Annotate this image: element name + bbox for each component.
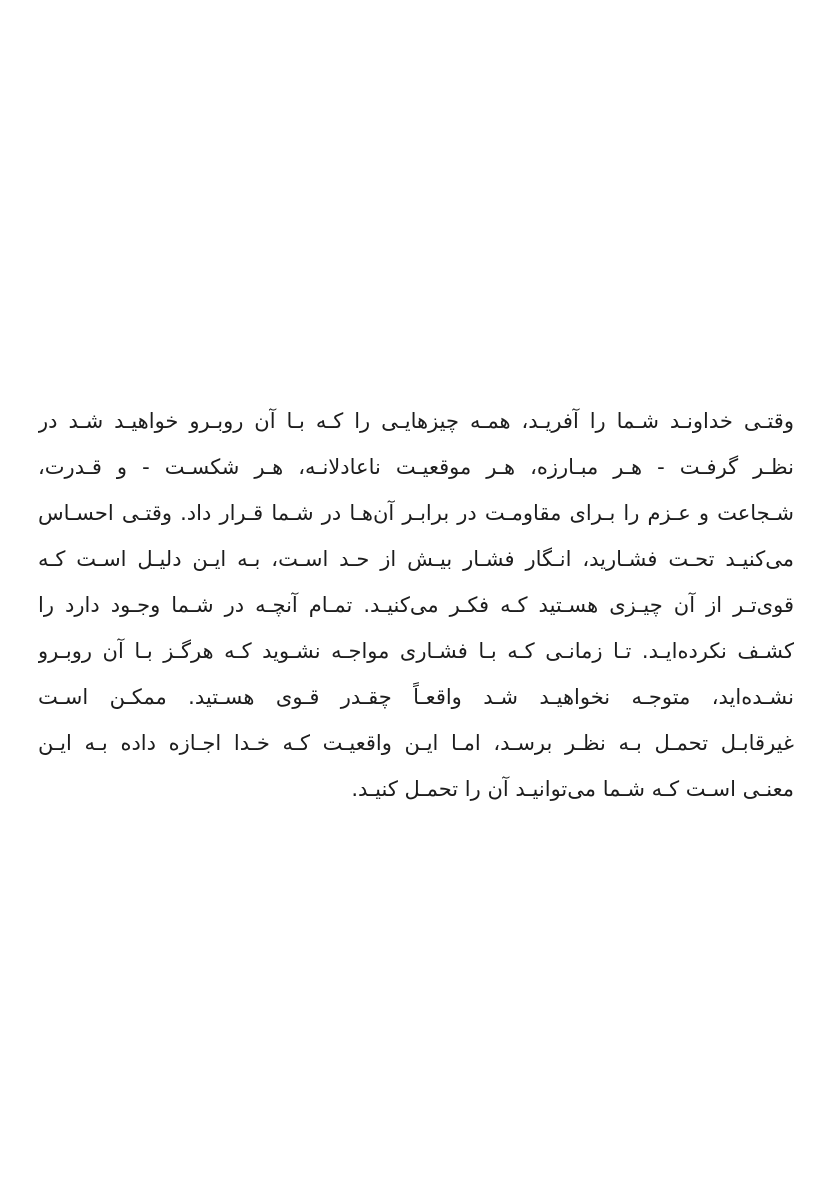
- paragraph-line: قوی‌تـر از آن چیـزی هسـتید کـه فکـر می‌کنیـد. تمـام آنچـه در شـما وجـود دارد را: [38, 593, 794, 617]
- paragraph-line: غیرقابـل تحمـل بـه نظـر برسـد، امـا ایـن واقعیـت کـه خـدا اجـازه داده بـه ایـن: [38, 731, 794, 755]
- body-paragraph: [38, 398, 794, 812]
- paragraph-line: کشـف نکرده‌ایـد. تـا زمانـی کـه بـا فشـاری مواجـه نشـوید کـه هرگـز بـا آن روبـرو: [38, 639, 794, 663]
- paragraph-line-last: معنـی اسـت کـه شـما می‌توانیـد آن را تحمـل کنیـد.: [351, 777, 794, 801]
- paragraph-line: نشـده‌اید، متوجـه نخواهیـد شـد واقعـاً چقـدر قـوی هسـتید. ممکـن اسـت: [38, 685, 794, 709]
- paragraph-line: می‌کنیـد تحـت فشـارید، انـگار فشـار بیـش از حـد اسـت، بـه ایـن دلیـل اسـت کـه: [38, 547, 794, 571]
- paragraph-line: وقتـی خداونـد شـما را آفریـد، همـه چیزهایـی را کـه بـا آن روبـرو خواهیـد شـد در: [38, 409, 794, 433]
- paragraph-line: شـجاعت و عـزم را بـرای مقاومـت در برابـر آن‌هـا در شـما قـرار داد. وقتـی احسـاس: [38, 501, 794, 525]
- paragraph-line: نظـر گرفـت - هـر مبـارزه، هـر موقعیـت ناعادلانـه، هـر شکسـت - و قـدرت،: [38, 455, 794, 479]
